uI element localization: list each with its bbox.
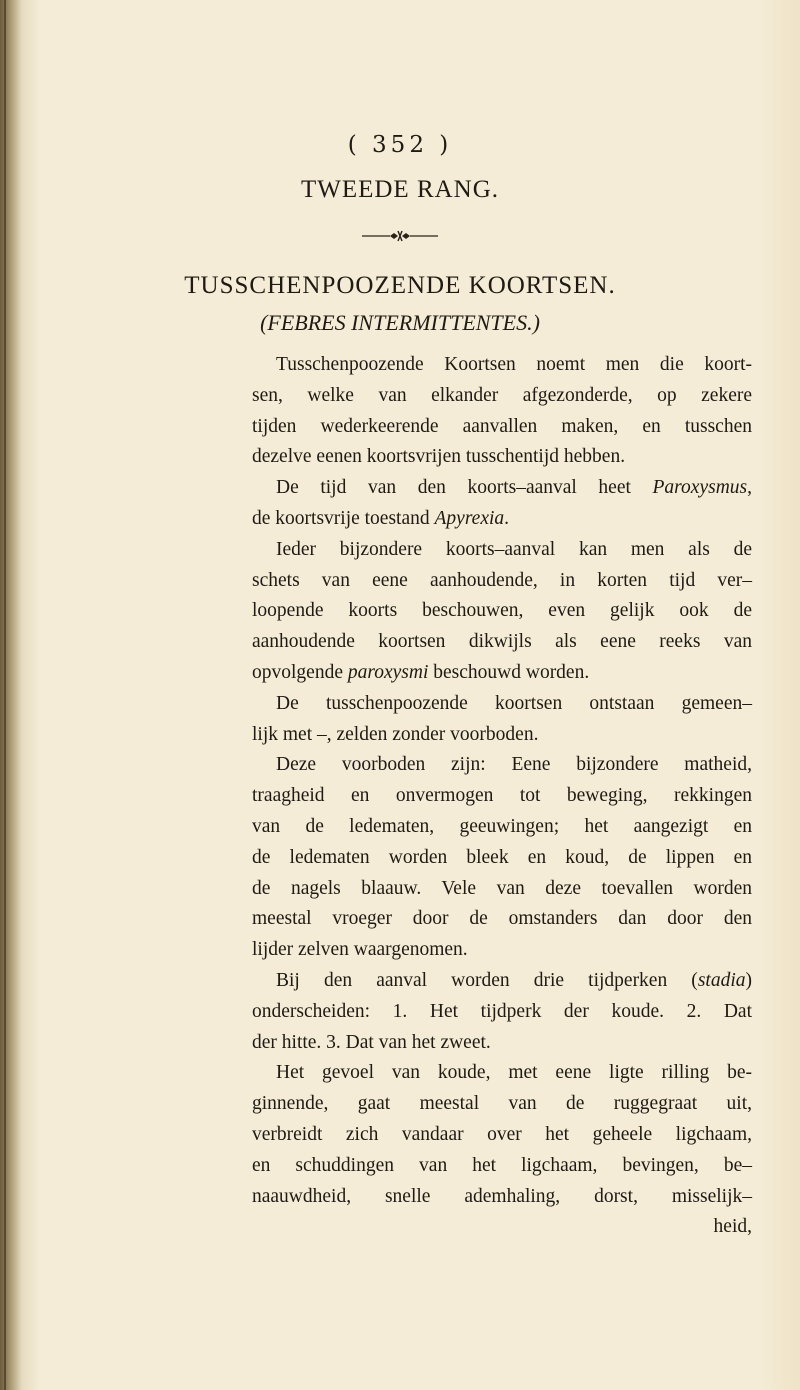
page-number: ( 352 ): [347, 132, 453, 158]
text-segment: beschouwd worden.: [428, 661, 590, 683]
ornament-icon: [360, 228, 440, 244]
text-line: [252, 966, 752, 997]
text-line: heid,: [713, 1216, 752, 1238]
text-line: [252, 658, 752, 689]
text-line: [252, 473, 752, 504]
text-segment: ): [745, 969, 752, 991]
ornament-divider: [0, 228, 800, 248]
text-line: naauwdheid, snelle ademhaling, dorst, misselijk–: [252, 1185, 752, 1207]
text-line: van de ledematen, geeuwingen; het aangezigt en: [252, 815, 752, 837]
text-segment: .: [504, 507, 510, 529]
text-segment: opvolgende: [252, 661, 348, 683]
text-line: sen, welke van elkander afgezonderde, op zekere: [252, 384, 752, 406]
text-line: dezelve eenen koortsvrijen tusschentijd hebben.: [252, 446, 626, 468]
body-text: [252, 350, 752, 1243]
text-line: der hitte. 3. Dat van het zweet.: [252, 1031, 491, 1053]
text-line: Deze voorboden zijn: Eene bijzondere matheid,: [276, 754, 752, 776]
text-line: lijder zelven waargenomen.: [252, 939, 468, 961]
text-line: meestal vroeger door de omstanders dan door den: [252, 908, 752, 930]
text-segment: Bij den aanval worden drie tijdperken (: [276, 969, 698, 991]
text-line: ginnende, gaat meestal van de ruggegraat uit,: [252, 1093, 752, 1115]
text-line: onderscheiden: 1. Het tijdperk der koude. 2. Dat: [252, 1000, 752, 1022]
text-line: Tusschenpoozende Koortsen noemt men die koort-: [276, 354, 752, 375]
text-line: en schuddingen van het ligchaam, bevingen, be–: [252, 1154, 752, 1176]
text-line: De tusschenpoozende koortsen ontstaan gemeen–: [276, 692, 752, 714]
italic-term: stadia: [697, 969, 746, 991]
text-line: loopende koorts beschouwen, even gelijk ook de: [252, 600, 752, 622]
text-line: traagheid en onvermogen tot beweging, rekkingen: [252, 785, 752, 807]
text-segment: De tijd van den koorts–aanval heet: [276, 477, 653, 499]
text-line: de nagels blaauw. Vele van deze toevallen worden: [252, 877, 752, 899]
italic-term: paroxysmi: [347, 661, 429, 683]
text-line: aanhoudende koortsen dikwijls als eene reeks van: [252, 631, 752, 653]
text-segment: ,: [747, 477, 752, 499]
text-line: de ledematen worden bleek en koud, de lippen en: [252, 846, 752, 868]
text-line: verbreidt zich vandaar over het geheele ligchaam,: [252, 1123, 752, 1145]
section-subtitle: (FEBRES INTERMITTENTES.): [260, 310, 540, 335]
text-line: Ieder bijzondere koorts–aanval kan men als de: [276, 538, 752, 560]
text-line: schets van eene aanhoudende, in korten tijd ver–: [252, 569, 752, 591]
section-title: TUSSCHENPOOZENDE KOORTSEN.: [184, 272, 616, 299]
italic-term: Apyrexia: [434, 507, 505, 529]
italic-term: Paroxysmus: [652, 477, 748, 499]
text-segment: de koortsvrije toestand: [252, 507, 435, 529]
text-line: Het gevoel van koude, met eene ligte rilling be-: [276, 1062, 752, 1084]
page-spine-edge: [4, 0, 6, 1390]
text-line: tijden wederkeerende aanvallen maken, en tusschen: [252, 415, 752, 437]
text-line: lijk met –, zelden zonder voorboden.: [252, 723, 539, 745]
rank-heading: TWEEDE RANG.: [300, 176, 500, 203]
text-line: [252, 504, 752, 535]
